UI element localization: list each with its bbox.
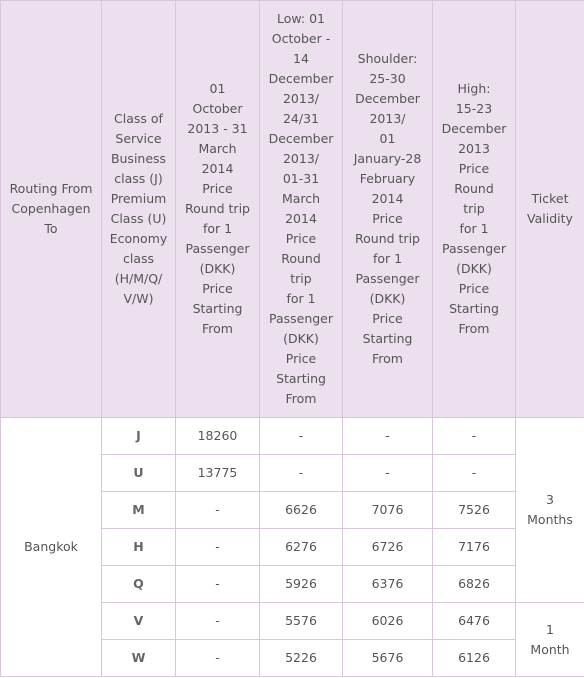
price-cell: - — [343, 418, 433, 455]
price-cell: - — [176, 603, 260, 640]
price-cell: 5226 — [260, 640, 343, 677]
class-cell: H — [102, 529, 176, 566]
price-cell: - — [176, 529, 260, 566]
price-cell: 5676 — [343, 640, 433, 677]
price-cell: 6376 — [343, 566, 433, 603]
class-cell: J — [102, 418, 176, 455]
header-price-shoulder: Shoulder: 25-30 December 2013/ 01 January-28 February 2014 Price Round trip for 1 Passenger (DKK) Price Starting From — [343, 1, 433, 418]
price-cell: - — [176, 640, 260, 677]
price-cell: 6726 — [343, 529, 433, 566]
header-price-high: High: 15-23 December 2013 Price Round trip for 1 Passenger (DKK) Price Starting From — [433, 1, 516, 418]
validity-cell-1-month: 1 Month — [516, 603, 584, 677]
destination-cell: Bangkok — [1, 418, 102, 677]
price-cell: 6476 — [433, 603, 516, 640]
price-cell: - — [343, 455, 433, 492]
table-header — [1, 1, 584, 418]
validity-cell-3-months: 3 Months — [516, 418, 584, 603]
price-cell: 7176 — [433, 529, 516, 566]
header-routing: Routing From Copenhagen To — [1, 1, 102, 418]
price-cell: 5576 — [260, 603, 343, 640]
price-cell: 7526 — [433, 492, 516, 529]
table-row — [1, 418, 584, 455]
price-cell: - — [260, 455, 343, 492]
header-ticket-validity: Ticket Validity — [516, 1, 584, 418]
price-cell: - — [176, 492, 260, 529]
price-cell: 6626 — [260, 492, 343, 529]
class-cell: Q — [102, 566, 176, 603]
price-cell: 6026 — [343, 603, 433, 640]
price-cell: 6126 — [433, 640, 516, 677]
price-cell: - — [176, 566, 260, 603]
price-cell: 7076 — [343, 492, 433, 529]
price-cell: 6826 — [433, 566, 516, 603]
price-cell: 5926 — [260, 566, 343, 603]
price-cell: 6276 — [260, 529, 343, 566]
price-cell: - — [433, 418, 516, 455]
class-cell: M — [102, 492, 176, 529]
class-cell: W — [102, 640, 176, 677]
class-cell: U — [102, 455, 176, 492]
header-class-of-service: Class of Service Business class (J) Premium Class (U) Economy class (H/M/Q/ V/W) — [102, 1, 176, 418]
table-body — [1, 418, 584, 677]
price-cell: 18260 — [176, 418, 260, 455]
price-cell: - — [433, 455, 516, 492]
header-price-low: Low: 01 October - 14 December 2013/ 24/31 December 2013/ 01-31 March 2014 Price Round trip for 1 Passenger (DKK) Price Starting From — [260, 1, 343, 418]
header-price-period-1: 01 October 2013 - 31 March 2014 Price Round trip for 1 Passenger (DKK) Price Starting From — [176, 1, 260, 418]
class-cell: V — [102, 603, 176, 640]
price-cell: 13775 — [176, 455, 260, 492]
price-cell: - — [260, 418, 343, 455]
